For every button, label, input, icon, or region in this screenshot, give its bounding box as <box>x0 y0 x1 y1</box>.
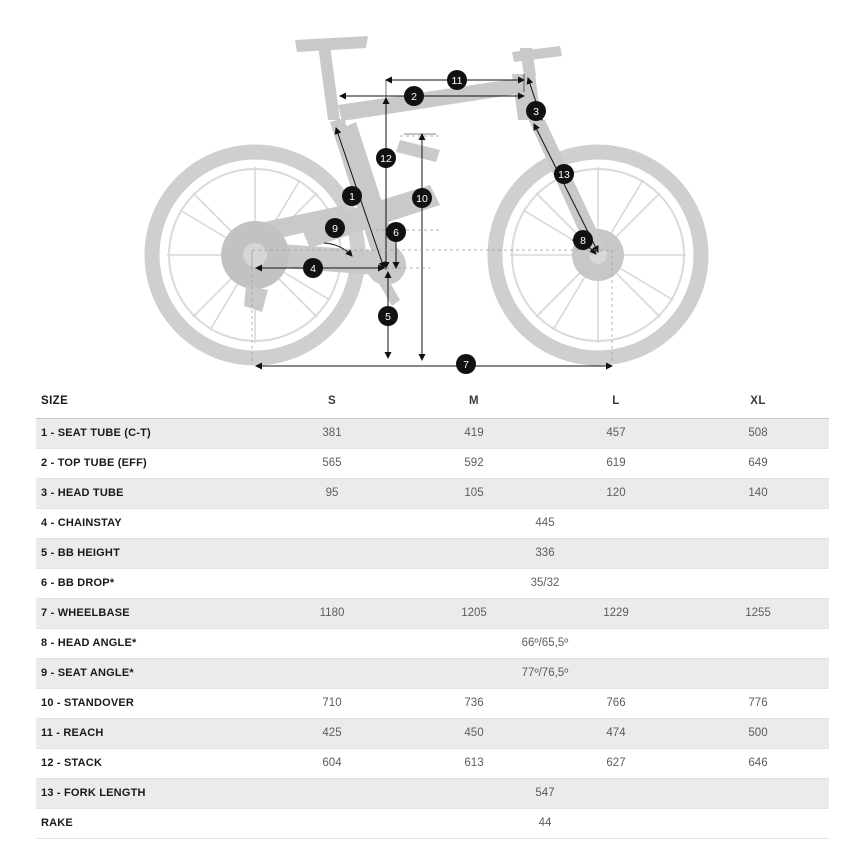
cell-l: 457 <box>545 418 687 448</box>
cell-l: 474 <box>545 718 687 748</box>
cell-m: 613 <box>403 748 545 778</box>
header-size-l: L <box>545 385 687 418</box>
cell-s: 381 <box>261 418 403 448</box>
row-label: 6 - BB DROP* <box>36 568 261 598</box>
header-size-s: S <box>261 385 403 418</box>
svg-text:4: 4 <box>310 263 316 275</box>
row-label: 12 - STACK <box>36 748 261 778</box>
cell-xl: 140 <box>687 478 829 508</box>
cell-s: 425 <box>261 718 403 748</box>
callout-11 <box>447 70 467 90</box>
table-row <box>36 628 829 658</box>
table-header-row <box>36 385 829 418</box>
row-label: 4 - CHAINSTAY <box>36 508 261 538</box>
row-label: 1 - SEAT TUBE (C-T) <box>36 418 261 448</box>
cell-m: 105 <box>403 478 545 508</box>
table-row <box>36 658 829 688</box>
callout-1 <box>342 186 362 206</box>
header-size-xl: XL <box>687 385 829 418</box>
row-label: RAKE <box>36 808 261 838</box>
bike-geometry-diagram <box>0 0 863 385</box>
table-row <box>36 418 829 448</box>
cell-s: 95 <box>261 478 403 508</box>
cell-m: 592 <box>403 448 545 478</box>
callout-4 <box>303 258 323 278</box>
table-header <box>36 385 829 418</box>
table-row <box>36 748 829 778</box>
cell-xl: 776 <box>687 688 829 718</box>
cell-all-sizes: 35/32 <box>261 568 829 598</box>
row-label: 5 - BB HEIGHT <box>36 538 261 568</box>
svg-text:3: 3 <box>533 106 539 118</box>
table-row <box>36 568 829 598</box>
svg-text:6: 6 <box>393 227 399 239</box>
cell-all-sizes: 77º/76,5º <box>261 658 829 688</box>
callout-8 <box>573 230 593 250</box>
svg-text:13: 13 <box>558 169 570 181</box>
table-row <box>36 448 829 478</box>
row-label: 2 - TOP TUBE (EFF) <box>36 448 261 478</box>
cell-m: 1205 <box>403 598 545 628</box>
cell-l: 619 <box>545 448 687 478</box>
callout-6 <box>386 222 406 242</box>
table-row <box>36 538 829 568</box>
cell-m: 450 <box>403 718 545 748</box>
callout-13 <box>554 164 574 184</box>
table-row <box>36 718 829 748</box>
cell-l: 627 <box>545 748 687 778</box>
callout-12 <box>376 148 396 168</box>
callout-9 <box>325 218 345 238</box>
row-label: 8 - HEAD ANGLE* <box>36 628 261 658</box>
row-label: 3 - HEAD TUBE <box>36 478 261 508</box>
cell-l: 1229 <box>545 598 687 628</box>
svg-text:7: 7 <box>463 359 469 371</box>
cell-s: 710 <box>261 688 403 718</box>
cell-l: 120 <box>545 478 687 508</box>
svg-text:1: 1 <box>349 191 355 203</box>
row-label: 7 - WHEELBASE <box>36 598 261 628</box>
callout-5 <box>378 306 398 326</box>
cell-s: 1180 <box>261 598 403 628</box>
svg-text:11: 11 <box>451 75 463 87</box>
callout-2 <box>404 86 424 106</box>
table-row <box>36 478 829 508</box>
svg-text:5: 5 <box>385 311 391 323</box>
cell-l: 766 <box>545 688 687 718</box>
svg-text:8: 8 <box>580 235 586 247</box>
cell-m: 736 <box>403 688 545 718</box>
table-row <box>36 688 829 718</box>
cell-xl: 646 <box>687 748 829 778</box>
row-label: 13 - FORK LENGTH <box>36 778 261 808</box>
cell-all-sizes: 44 <box>261 808 829 838</box>
table-row <box>36 598 829 628</box>
row-label: 9 - SEAT ANGLE* <box>36 658 261 688</box>
row-label: 11 - REACH <box>36 718 261 748</box>
callout-3 <box>526 101 546 121</box>
table-body <box>36 418 829 838</box>
callout-10 <box>412 188 432 208</box>
cell-all-sizes: 336 <box>261 538 829 568</box>
table-row <box>36 508 829 538</box>
cell-s: 565 <box>261 448 403 478</box>
cell-xl: 508 <box>687 418 829 448</box>
svg-text:2: 2 <box>411 91 417 103</box>
cell-xl: 649 <box>687 448 829 478</box>
svg-text:10: 10 <box>416 193 428 205</box>
cell-s: 604 <box>261 748 403 778</box>
cell-xl: 1255 <box>687 598 829 628</box>
table-row <box>36 778 829 808</box>
svg-text:12: 12 <box>380 153 392 165</box>
header-size: SIZE <box>36 385 261 418</box>
cell-xl: 500 <box>687 718 829 748</box>
geometry-table <box>36 385 829 839</box>
cell-all-sizes: 547 <box>261 778 829 808</box>
cell-all-sizes: 66º/65,5º <box>261 628 829 658</box>
callout-7 <box>456 354 476 374</box>
header-size-m: M <box>403 385 545 418</box>
row-label: 10 - STANDOVER <box>36 688 261 718</box>
cell-m: 419 <box>403 418 545 448</box>
table-row <box>36 808 829 838</box>
cell-all-sizes: 445 <box>261 508 829 538</box>
svg-text:9: 9 <box>332 223 338 235</box>
